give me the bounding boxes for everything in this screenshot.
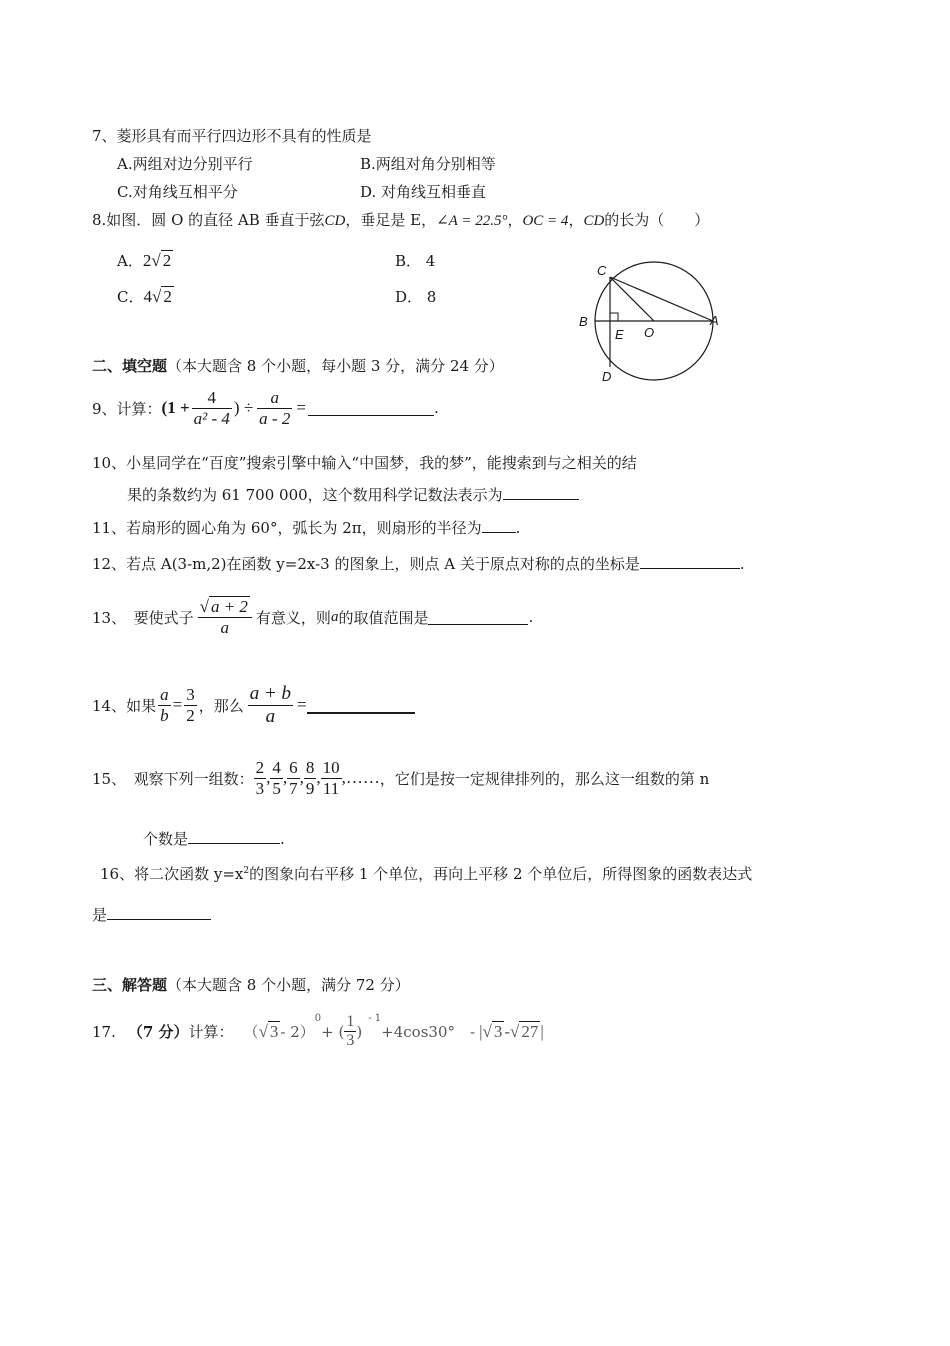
q15-frac: $\frac{2}{3}$ (255, 758, 265, 798)
q15-answer-blank[interactable] (188, 828, 280, 844)
q15: 15、 观察下列一组数： $\frac{2}{3}$ , $\frac{4}{5}$ , $\frac{6}{7}$ , $\frac{8}{9}$ , $\frac{10}{11}$ ,…… ，它们是按一定规律排列的，那么这一组数的第 n (92, 758, 710, 798)
q11-answer-blank[interactable] (482, 517, 516, 533)
label-e: E (615, 327, 624, 342)
label-a: A (710, 313, 719, 328)
q10-line1: 10、小星同学在“百度”搜索引擎中输入“中国梦，我的梦”，能搜索到与之相关的结 (92, 454, 637, 472)
label-c: C (597, 263, 607, 278)
circle-figure (570, 255, 740, 390)
q14-answer-blank[interactable] (307, 697, 415, 714)
q7-option-c: C.对角线互相平分 (117, 183, 238, 201)
q11: 11、若扇形的圆心角为 60°，弧长为 2π，则扇形的半径为 . (92, 519, 521, 537)
q13: 13、 要使式子 $\frac{√ a + 2}{a}$ 有意义，则 a 的取值范围是 . (92, 597, 534, 637)
q8-option-b: B． 4 (395, 252, 436, 270)
q16-answer-blank[interactable] (107, 904, 211, 920)
q12-answer-blank[interactable] (640, 553, 740, 569)
q7-option-b: B.两组对角分别相等 (360, 155, 496, 173)
q10-answer-blank[interactable] (503, 484, 579, 500)
q15-frac: $\frac{6}{7}$ (289, 758, 298, 798)
q8-stem: 8.如图．圆 O 的直径 AB 垂直于弦CD，垂足是 E，∠A = 22.5°，OC = 4，CD的长为（ ） (92, 211, 710, 229)
q13-answer-blank[interactable] (428, 609, 528, 625)
q15-frac: $\frac{4}{5}$ (272, 758, 281, 798)
label-d: D (602, 369, 612, 384)
q7-option-d: D. 对角线互相垂直 (360, 183, 487, 201)
q16-line1: 16、将二次函数 $y=x^2$的图象向右平移 1 个单位，再向上平移 2 个单位后，所得图象的函数表达式 (100, 865, 753, 883)
q16-line2: 是 (92, 904, 211, 925)
q8-option-c: C．4√ 2 (117, 287, 172, 306)
q10-line2: 果的条数约为 61 700 000，这个数用科学记数法表示为 (127, 484, 579, 505)
label-b: B (579, 314, 588, 329)
q8-option-d: D． 8 (395, 288, 437, 306)
q7-option-a: A.两组对边分别平行 (117, 155, 253, 173)
q9-answer-blank[interactable] (308, 400, 434, 416)
section2-heading: 二、填空题（本大题含 8 个小题，每小题 3 分，满分 24 分） (92, 357, 504, 375)
q12: 12、若点 A(3-m,2)在函数 y=2x-3 的图象上，则点 A 关于原点对称的点的坐标是 . (92, 555, 745, 573)
q17: 17. （7 分） 计算： （ √ 3 - 2） $^0$ + ( $\frac{1}{3}$ ) $^{- 1}$ +4cos30° - | √ 3 - √ 27 | (92, 1013, 544, 1050)
q7-stem: 7、菱形具有而平行四边形不具有的性质是 (92, 127, 372, 145)
q15-frac: $\frac{8}{9}$ (305, 758, 315, 798)
section3-heading: 三、解答题（本大题含 8 个小题，满分 72 分） (92, 976, 410, 994)
q8-option-a: A．2√ 2 (117, 251, 172, 270)
q15-frac: $\frac{10}{11}$ (322, 758, 340, 798)
q15-line2: 个数是 . (143, 830, 285, 848)
q9: 9、计算： (1 + $\frac{4}{\text{a² - 4}}$ ) ÷ $\frac{a}{a - 2}$ = . (92, 388, 439, 428)
q14: 14、如果 $\frac{a}{b}$ = $\frac{3}{2}$ ，那么 $\frac{a + b}{a}$ = (92, 683, 415, 728)
label-o: O (644, 325, 655, 340)
